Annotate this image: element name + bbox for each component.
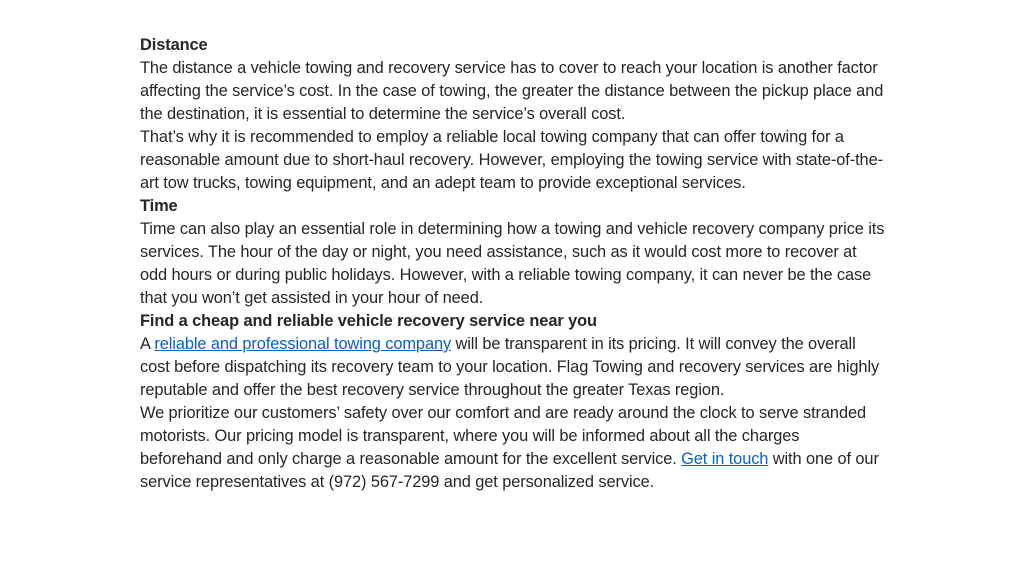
find-p1-suffix: will be transparent in its pricing. It will convey the overall cost before dispatching its recovery team to your location. Flag Towing and recovery services are highly reputable and offer the best recovery service throughout the greater Texas region. <box>140 335 880 399</box>
find-service-paragraph-1 <box>140 333 885 402</box>
find-p2-suffix: with one of our service representatives at (972) 567-7299 and get personalized service. <box>140 450 879 491</box>
distance-paragraph-2: That’s why it is recommended to employ a reliable local towing company that can offer towing for a reasonable amount due to short-haul recovery. However, employing the towing service with state-of-the-art tow trucks, towing equipment, and an adept team to provide exceptional services. <box>140 128 883 192</box>
find-service-heading: Find a cheap and reliable vehicle recovery service near you <box>140 312 597 330</box>
distance-heading: Distance <box>140 36 208 54</box>
find-p1-prefix: A <box>140 335 155 353</box>
document-body <box>140 34 885 494</box>
time-heading: Time <box>140 197 178 215</box>
towing-company-link[interactable]: reliable and professional towing company <box>154 335 452 353</box>
distance-paragraph-1: The distance a vehicle towing and recovery service has to cover to reach your location is another factor affecting the service’s cost. In the case of towing, the greater the distance between the pickup place and the destination, it is essential to determine the service’s overall cost. <box>140 59 884 123</box>
find-p2-prefix: We prioritize our customers’ safety over our comfort and are ready around the clock to serve stranded motorists. Our pricing model is transparent, where you will be informed about all the charges beforehand and only charge a reasonable amount for the excellent service. <box>140 404 866 468</box>
time-paragraph-1: Time can also play an essential role in determining how a towing and vehicle recovery company price its services. The hour of the day or night, you need assistance, such as it would cost more to recover at odd hours or during public holidays. However, with a reliable towing company, it can never be the case that you won’t get assisted in your hour of need. <box>140 220 885 307</box>
find-service-paragraph-2 <box>140 402 885 494</box>
get-in-touch-link[interactable]: Get in touch <box>681 450 769 468</box>
